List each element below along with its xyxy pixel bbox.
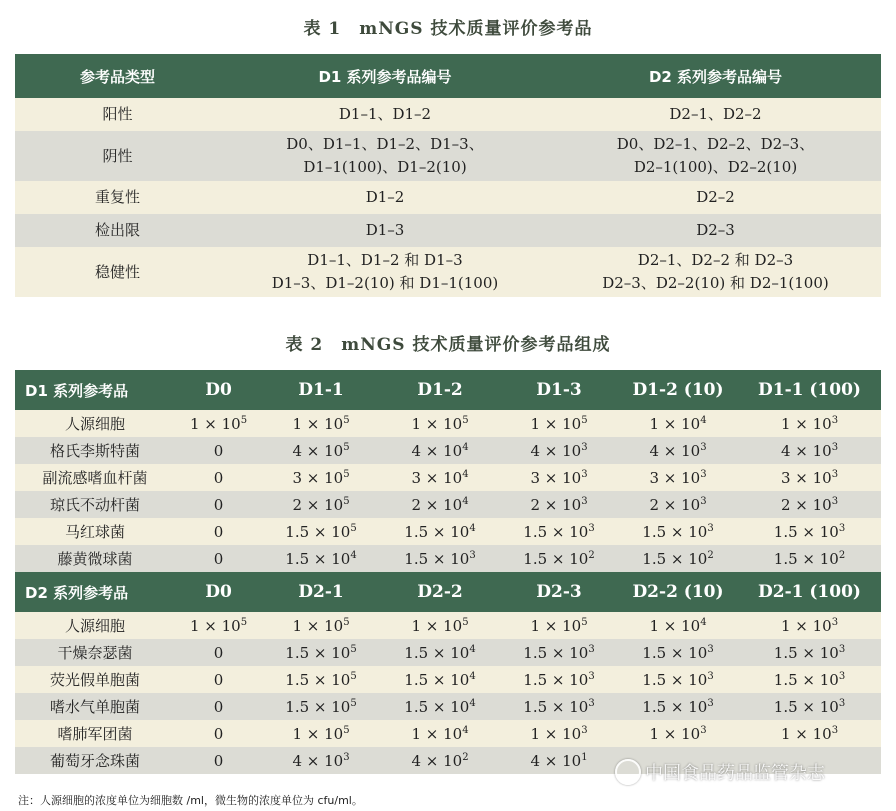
concentration-exponent: 5 (350, 643, 357, 655)
concentration-exponent: 3 (831, 441, 839, 453)
concentration-base: 0 (213, 495, 224, 514)
concentration-base: 1.5 × 10 (285, 670, 351, 689)
concentration-cell (618, 518, 738, 545)
concentration-exponent: 5 (350, 670, 357, 682)
concentration-base: 0 (213, 441, 224, 460)
concentration-cell (262, 491, 380, 518)
concentration-cell (380, 612, 500, 639)
wechat-icon (615, 759, 641, 785)
column-header: D1-3 (500, 370, 618, 410)
concentration-base: 1.5 × 10 (404, 643, 470, 662)
table-row (15, 612, 881, 639)
concentration-cell (262, 437, 380, 464)
column-header: D1-2 (380, 370, 500, 410)
concentration-cell (262, 666, 380, 693)
concentration-exponent: 3 (700, 724, 707, 736)
concentration-cell (380, 464, 500, 491)
concentration-base: 1.5 × 10 (285, 643, 351, 662)
d1-ids-cell (220, 181, 550, 214)
concentration-cell (738, 464, 881, 491)
table1-title: 表 1 mNGS 技术质量评价参考品 (303, 19, 593, 39)
concentration-base: 1.5 × 10 (404, 522, 470, 541)
concentration-cell (262, 693, 380, 720)
concentration-base: 0 (213, 522, 224, 541)
concentration-exponent: 3 (838, 670, 846, 682)
concentration-cell (738, 666, 881, 693)
concentration-exponent: 5 (343, 414, 350, 426)
concentration-base: 1.5 × 10 (523, 670, 589, 689)
concentration-base: 4 × 10 (411, 441, 463, 460)
concentration-base: 3 × 10 (780, 468, 832, 487)
header-d1-ids: D1 系列参考品编号 (220, 54, 550, 98)
table-row (15, 491, 881, 518)
concentration-base: 4 × 10 (780, 441, 832, 460)
concentration-base: 0 (213, 468, 224, 487)
column-header: D0 (175, 370, 262, 410)
concentration-cell (262, 464, 380, 491)
table-row (15, 666, 881, 693)
concentration-cell (380, 545, 500, 572)
concentration-cell (175, 639, 262, 666)
concentration-base: 0 (213, 549, 224, 568)
ref-type-cell: 阴性 (15, 131, 220, 181)
column-header: D1-1 (100) (738, 370, 881, 410)
header-d2-ids: D2 系列参考品编号 (550, 54, 881, 98)
column-header: D2-3 (500, 572, 618, 612)
concentration-cell (500, 720, 618, 747)
organism-name: 嗜水气单胞菌 (15, 693, 175, 720)
table-row (15, 464, 881, 491)
ref-type-cell: 稳健性 (15, 247, 220, 297)
d2-ids-line: D2–1、D2–2 (669, 105, 762, 123)
concentration-exponent: 4 (700, 616, 707, 628)
concentration-exponent: 3 (700, 495, 707, 507)
concentration-cell (500, 464, 618, 491)
concentration-cell (175, 410, 262, 437)
d1-ids-line: D1–1、D1–2 和 D1–3 (307, 251, 463, 269)
concentration-base: 1.5 × 10 (773, 643, 839, 662)
concentration-base: 1 × 10 (292, 414, 344, 433)
table-row (15, 545, 881, 572)
table-row (15, 410, 881, 437)
organism-name: 人源细胞 (15, 410, 175, 437)
concentration-cell (738, 693, 881, 720)
concentration-cell (500, 747, 618, 774)
concentration-base: 2 × 10 (780, 495, 832, 514)
concentration-base: 1.5 × 10 (523, 549, 589, 568)
concentration-base: 1 × 10 (292, 724, 344, 743)
concentration-base: 1.5 × 10 (773, 549, 839, 568)
concentration-exponent: 3 (831, 414, 839, 426)
concentration-exponent: 3 (581, 468, 588, 480)
concentration-cell (500, 518, 618, 545)
concentration-exponent: 3 (588, 670, 595, 682)
concentration-exponent: 3 (588, 522, 595, 534)
d2-ids-line: D2–1、D2–2 和 D2–3 (637, 251, 794, 269)
concentration-cell (618, 666, 738, 693)
d2-ids-line: D0、D2–1、D2–2、D2–3、 (616, 135, 815, 153)
section-header-row (15, 572, 881, 612)
concentration-cell (618, 464, 738, 491)
ref-type-cell: 重复性 (15, 181, 220, 214)
concentration-base: 1 × 10 (530, 414, 582, 433)
concentration-exponent: 3 (581, 724, 588, 736)
concentration-base: 0 (213, 697, 224, 716)
concentration-base: 0 (213, 643, 224, 662)
d1-ids-line: D1–3 (365, 221, 405, 239)
concentration-cell (500, 410, 618, 437)
concentration-base: 1 × 10 (780, 616, 832, 635)
concentration-base: 1.5 × 10 (285, 522, 351, 541)
watermark (615, 758, 885, 786)
concentration-base: 1 × 10 (189, 616, 241, 635)
concentration-cell (500, 666, 618, 693)
concentration-cell (738, 612, 881, 639)
organism-name: 藤黄微球菌 (15, 545, 175, 572)
concentration-cell (618, 612, 738, 639)
concentration-cell (500, 437, 618, 464)
concentration-exponent: 5 (462, 616, 469, 628)
column-header: D1-2 (10) (618, 370, 738, 410)
d2-ids-line: D2–3 (696, 221, 735, 239)
table-row (15, 720, 881, 747)
concentration-exponent: 3 (588, 697, 595, 709)
d1-ids-line: D1–2 (365, 188, 405, 206)
concentration-cell (175, 545, 262, 572)
concentration-cell (262, 545, 380, 572)
concentration-base: 4 × 10 (530, 441, 582, 460)
concentration-exponent: 3 (707, 643, 714, 655)
concentration-cell (618, 545, 738, 572)
concentration-exponent: 4 (462, 724, 469, 736)
concentration-cell (380, 437, 500, 464)
concentration-exponent: 3 (831, 495, 839, 507)
column-header: D2-1 (100) (738, 572, 881, 612)
organism-name: 马红球菌 (15, 518, 175, 545)
concentration-base: 3 × 10 (411, 468, 463, 487)
concentration-exponent: 4 (469, 697, 476, 709)
concentration-cell (262, 612, 380, 639)
concentration-exponent: 2 (588, 549, 595, 561)
concentration-cell (175, 518, 262, 545)
organism-name: 人源细胞 (15, 612, 175, 639)
concentration-cell (738, 545, 881, 572)
column-header: D2-1 (262, 572, 380, 612)
concentration-exponent: 3 (343, 751, 350, 763)
d2-ids-cell (550, 247, 881, 297)
concentration-base: 1.5 × 10 (523, 697, 589, 716)
concentration-base: 4 × 10 (411, 751, 463, 770)
concentration-cell (262, 410, 380, 437)
concentration-exponent: 3 (581, 441, 588, 453)
concentration-base: 1.5 × 10 (642, 522, 708, 541)
concentration-exponent: 5 (343, 441, 350, 453)
table1-row (15, 247, 881, 297)
concentration-cell (380, 666, 500, 693)
concentration-exponent: 2 (838, 549, 846, 561)
concentration-base: 1 × 10 (530, 724, 582, 743)
concentration-base: 1 × 10 (780, 724, 832, 743)
concentration-exponent: 5 (240, 616, 248, 628)
column-header: D2-2 (10) (618, 572, 738, 612)
concentration-cell (500, 693, 618, 720)
table1-row (15, 214, 881, 247)
concentration-base: 1.5 × 10 (404, 670, 470, 689)
concentration-cell (175, 693, 262, 720)
concentration-cell (618, 720, 738, 747)
concentration-base: 1 × 10 (411, 616, 463, 635)
d2-ids-line: D2–3、D2–2(10) 和 D2–1(100) (602, 274, 829, 292)
d1-ids-line: D1–3、D1–2(10) 和 D1–1(100) (271, 274, 499, 292)
concentration-base: 1.5 × 10 (523, 522, 589, 541)
concentration-cell (618, 437, 738, 464)
concentration-base: 3 × 10 (649, 468, 701, 487)
concentration-base: 1 × 10 (411, 414, 463, 433)
concentration-cell (738, 639, 881, 666)
concentration-exponent: 3 (707, 697, 714, 709)
concentration-exponent: 3 (838, 643, 846, 655)
watermark-text: 中国食品药品监管杂志 (645, 763, 825, 784)
concentration-base: 2 × 10 (649, 495, 701, 514)
concentration-cell (380, 639, 500, 666)
table1-row (15, 181, 881, 214)
concentration-base: 1 × 10 (649, 724, 701, 743)
concentration-exponent: 4 (462, 468, 469, 480)
d1-ids-cell (220, 131, 550, 181)
concentration-exponent: 5 (240, 414, 248, 426)
concentration-exponent: 4 (469, 643, 476, 655)
concentration-exponent: 5 (581, 616, 588, 628)
concentration-exponent: 4 (700, 414, 707, 426)
concentration-base: 1.5 × 10 (642, 670, 708, 689)
column-header: D1-1 (262, 370, 380, 410)
concentration-exponent: 2 (707, 549, 714, 561)
d2-ids-cell (550, 214, 881, 247)
concentration-exponent: 3 (838, 697, 846, 709)
concentration-base: 4 × 10 (292, 441, 344, 460)
concentration-exponent: 5 (343, 724, 350, 736)
concentration-cell (618, 639, 738, 666)
concentration-exponent: 1 (581, 751, 588, 763)
section-header-row (15, 370, 881, 410)
organism-name: 琼氏不动杆菌 (15, 491, 175, 518)
concentration-cell (262, 720, 380, 747)
concentration-cell (618, 410, 738, 437)
concentration-base: 0 (213, 751, 224, 770)
table-row (15, 639, 881, 666)
table-row (15, 693, 881, 720)
concentration-base: 1.5 × 10 (773, 697, 839, 716)
concentration-base: 1 × 10 (780, 414, 832, 433)
series-label: D2 系列参考品 (15, 572, 175, 612)
concentration-cell (175, 464, 262, 491)
concentration-cell (500, 612, 618, 639)
d2-ids-line: D2–2 (696, 188, 735, 206)
column-header: D0 (175, 572, 262, 612)
concentration-base: 3 × 10 (292, 468, 344, 487)
concentration-cell (175, 747, 262, 774)
concentration-exponent: 4 (462, 495, 469, 507)
concentration-base: 4 × 10 (530, 751, 582, 770)
concentration-base: 1.5 × 10 (285, 549, 351, 568)
concentration-exponent: 5 (462, 414, 469, 426)
concentration-base: 2 × 10 (292, 495, 344, 514)
d2-ids-cell (550, 98, 881, 131)
concentration-exponent: 5 (581, 414, 588, 426)
reference-composition-table (15, 370, 881, 774)
concentration-cell (175, 437, 262, 464)
header-ref-type: 参考品类型 (15, 54, 220, 98)
concentration-cell (500, 639, 618, 666)
concentration-exponent: 3 (831, 616, 839, 628)
d1-ids-line: D1–1、D1–2 (338, 105, 432, 123)
d1-ids-cell (220, 247, 550, 297)
footnote: 注：人源细胞的浓度单位为细胞数 /ml，微生物的浓度单位为 cfu/ml。 (18, 794, 363, 807)
concentration-cell (380, 491, 500, 518)
concentration-base: 1.5 × 10 (773, 522, 839, 541)
concentration-exponent: 5 (343, 468, 350, 480)
concentration-exponent: 3 (588, 643, 595, 655)
concentration-base: 2 × 10 (530, 495, 582, 514)
concentration-cell (380, 518, 500, 545)
concentration-base: 1.5 × 10 (642, 549, 708, 568)
concentration-cell (380, 720, 500, 747)
concentration-base: 4 × 10 (292, 751, 344, 770)
concentration-base: 1 × 10 (292, 616, 344, 635)
concentration-cell (738, 720, 881, 747)
concentration-base: 1.5 × 10 (404, 549, 470, 568)
organism-name: 干燥奈瑟菌 (15, 639, 175, 666)
concentration-base: 4 × 10 (649, 441, 701, 460)
concentration-base: 3 × 10 (530, 468, 582, 487)
d1-ids-cell (220, 214, 550, 247)
concentration-exponent: 5 (350, 522, 357, 534)
reference-types-table (15, 54, 881, 297)
concentration-exponent: 4 (462, 441, 469, 453)
concentration-exponent: 3 (831, 724, 839, 736)
concentration-cell (738, 491, 881, 518)
concentration-base: 0 (213, 670, 224, 689)
concentration-cell (500, 491, 618, 518)
table1-row (15, 131, 881, 181)
concentration-exponent: 4 (469, 670, 476, 682)
concentration-exponent: 5 (343, 616, 350, 628)
concentration-exponent: 3 (707, 522, 714, 534)
concentration-exponent: 3 (700, 468, 707, 480)
concentration-base: 1 × 10 (530, 616, 582, 635)
concentration-exponent: 5 (343, 495, 350, 507)
concentration-exponent: 3 (700, 441, 707, 453)
concentration-base: 1 × 10 (649, 414, 701, 433)
concentration-cell (262, 518, 380, 545)
series-label: D1 系列参考品 (15, 370, 175, 410)
concentration-base: 1 × 10 (649, 616, 701, 635)
d2-ids-line: D2–1(100)、D2–2(10) (633, 158, 798, 176)
d2-ids-cell (550, 181, 881, 214)
concentration-exponent: 3 (707, 670, 714, 682)
organism-name: 副流感嗜血杆菌 (15, 464, 175, 491)
concentration-cell (380, 747, 500, 774)
concentration-base: 1.5 × 10 (285, 697, 351, 716)
d1-ids-line: D1–1(100)、D1–2(10) (303, 158, 467, 176)
concentration-base: 1 × 10 (189, 414, 241, 433)
concentration-exponent: 3 (469, 549, 476, 561)
concentration-cell (175, 612, 262, 639)
concentration-exponent: 3 (838, 522, 846, 534)
organism-name: 格氏李斯特菌 (15, 437, 175, 464)
d1-ids-cell (220, 98, 550, 131)
ref-type-cell: 检出限 (15, 214, 220, 247)
concentration-cell (500, 545, 618, 572)
concentration-exponent: 4 (469, 522, 476, 534)
table-row (15, 518, 881, 545)
concentration-base: 2 × 10 (411, 495, 463, 514)
concentration-exponent: 2 (462, 751, 469, 763)
concentration-cell (618, 491, 738, 518)
concentration-base: 1.5 × 10 (404, 697, 470, 716)
concentration-base: 1.5 × 10 (523, 643, 589, 662)
concentration-cell (175, 666, 262, 693)
concentration-cell (380, 693, 500, 720)
concentration-cell (262, 747, 380, 774)
concentration-base: 0 (213, 724, 224, 743)
table2-title: 表 2 mNGS 技术质量评价参考品组成 (285, 335, 611, 355)
concentration-cell (262, 639, 380, 666)
concentration-cell (618, 693, 738, 720)
d2-ids-cell (550, 131, 881, 181)
concentration-cell (380, 410, 500, 437)
concentration-base: 1 × 10 (411, 724, 463, 743)
organism-name: 葡萄牙念珠菌 (15, 747, 175, 774)
concentration-exponent: 3 (581, 495, 588, 507)
concentration-exponent: 3 (831, 468, 839, 480)
concentration-cell (738, 518, 881, 545)
concentration-cell (175, 720, 262, 747)
organism-name: 荧光假单胞菌 (15, 666, 175, 693)
table1-row (15, 98, 881, 131)
table-row (15, 437, 881, 464)
ref-type-cell: 阳性 (15, 98, 220, 131)
concentration-cell (738, 410, 881, 437)
concentration-base: 1.5 × 10 (642, 697, 708, 716)
organism-name: 嗜肺军团菌 (15, 720, 175, 747)
concentration-base: 1.5 × 10 (642, 643, 708, 662)
concentration-base: 1.5 × 10 (773, 670, 839, 689)
d1-ids-line: D0、D1–1、D1–2、D1–3、 (286, 135, 484, 153)
concentration-exponent: 5 (350, 697, 357, 709)
column-header: D2-2 (380, 572, 500, 612)
concentration-cell (738, 437, 881, 464)
concentration-cell (175, 491, 262, 518)
concentration-exponent: 4 (350, 549, 357, 561)
